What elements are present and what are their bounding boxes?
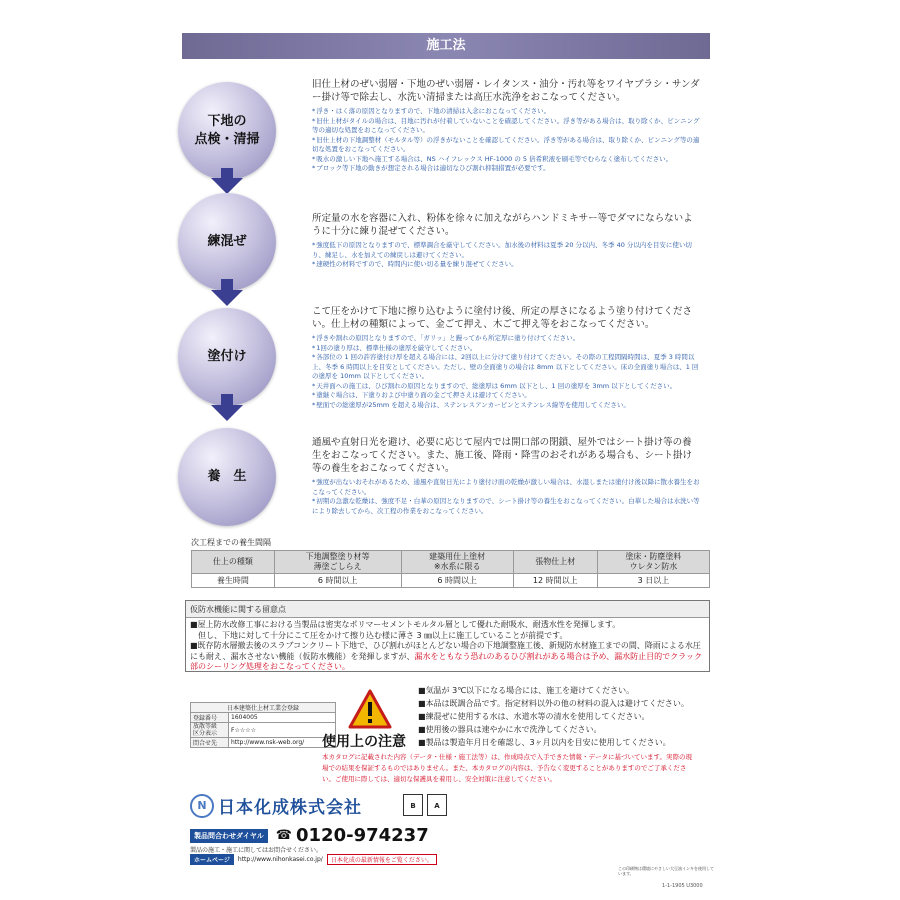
step-label-line2: 点検・清掃 (194, 132, 260, 147)
homepage-note: 日本化成の最新情報をご覧ください。 (327, 854, 437, 865)
section-title: 施工法 (426, 38, 466, 53)
registration-table (190, 702, 336, 748)
step-note: * 浮きや割れの原因となりますので、「ガリッ」と鏝ってから所定厚に塗り付けてください。 (312, 334, 700, 344)
contact-row (190, 825, 429, 846)
table-cell: 問合せ先 (191, 738, 229, 748)
disclaimer: 本カタログに記載された内容（データ・仕様・施工法等）は、作成時点で入手できた情報・データに基づいています。実際の現場での結果を保証するものではありません。また、本カタログの内容は、予告なく変更することがありますのでご了承ください。ご使用に際しては、適切な保護具を着用し、安全対策に注意してください。 (322, 753, 692, 783)
warning-icon (348, 689, 392, 729)
document-code: 1-1-1905 U3000 (662, 883, 703, 889)
table-cell: 1604005 (229, 713, 336, 723)
step-text-mixing (312, 212, 700, 270)
step-notes (312, 107, 700, 174)
step-notes (312, 241, 700, 270)
soy-ink-mark: この印刷物は環境にやさしい大豆油インキを使用しています。 (618, 866, 714, 876)
section-header (182, 33, 710, 59)
company-name: 日本化成株式会社 (218, 798, 362, 818)
list-item: ■ 本品は既調合品です。指定材料以外の他の材料の混入は避けてください。 (418, 697, 689, 710)
step-main-text: 旧仕上材のぜい弱層・下地のぜい弱層・レイタンス・油分・汚れ等をワイヤブラシ・サンダー掛け等で除去し、水洗い清掃または高圧水洗浄をおこなってください。 (312, 79, 700, 103)
step-note: * 1回の塗り厚は、標準仕様の塗厚を厳守してください。 (312, 344, 700, 354)
step-text-cleaning (312, 78, 700, 174)
registration-box (190, 702, 336, 748)
table-cell: http://www.nsk-web.org/ (229, 738, 336, 748)
step-note: * 強度が出ないおそれがあるため、通風や直射日光により塗付け面の乾燥が激しい場合は、水湿しまたは塗付け後以降に散水養生をおこなってください。 (312, 478, 700, 497)
homepage-link[interactable]: http://www.nihonkasei.co.jp/ (237, 856, 323, 863)
table-cell: 登録番号 (191, 713, 229, 723)
table-row (191, 738, 336, 748)
step-notes (312, 334, 700, 410)
phone-number[interactable]: 0120-974237 (296, 825, 429, 846)
table-cell: 12 時間以上 (513, 574, 597, 588)
step-note: * 壁面での総塗厚が25mm を超える場合は、ステンレスアンカーピンとステンレス線等を使用してください。 (312, 401, 700, 411)
table-header-cell: 塗床・防塵塗料 ウレタン防水 (597, 551, 709, 574)
cert-mark-icon: B (403, 794, 423, 816)
note-line: 但し、下地に対して十分にこて圧をかけて擦り込む様に薄さ 3 ㎜以上に施工していることが前提です。 (190, 630, 568, 640)
list-item: ■ 使用後の器具は速やかに水で洗浄してください。 (418, 723, 689, 736)
step-main-text: 所定量の水を容器に入れ、粉体を徐々に加えながらハンドミキサー等でダマにならないように十分に練り混ぜてください。 (312, 213, 693, 237)
waterproof-notes-body (186, 618, 709, 675)
table-header-cell: 張物仕上材 (513, 551, 597, 574)
step-circle-application (178, 308, 276, 406)
step-text-application (312, 305, 700, 410)
cert-mark-icon: A (427, 794, 447, 816)
table-header-cell: 下地調整塗り材等 薄塗ごしらえ (274, 551, 401, 574)
waterproof-notes-box (185, 600, 710, 672)
down-arrow-icon (211, 178, 243, 194)
note-text: ■既存防水層撤去後のスラブコンクリート下地で、ひび割れがほとんどない場合の下地調整施工後、新規防水材施工までの間、降雨による水圧にも耐え、漏水させない機能（仮防水機能）を発揮しますが、 (190, 641, 701, 661)
table-header-row (192, 551, 710, 574)
step-note: * 強度低下の原因となりますので、標準調合を厳守してください。加水後の材料は夏季 20 分以内、冬季 40 分以内を目安に使い切り、練足し、水を加えての練戻しは避けてください。 (312, 241, 700, 260)
registration-caption: 日本建築仕上材工業会登録 (191, 703, 336, 713)
step-note: * ブロック等下地の動きが想定される場合は適切なひび割れ抑制措置が必要です。 (312, 164, 700, 174)
table-cell: F☆☆☆☆ (229, 723, 336, 738)
table-cell: 養生時間 (192, 574, 275, 588)
company-logo: N (190, 794, 214, 818)
step-note: * 旧仕上材の下地調整材（モルタル等）の浮きがないことを確認してください。浮き等がある場合は、取り除くか、ピンニング等の適切な処置をおこなってください。 (312, 136, 700, 155)
step-note: * 各部位の 1 回の許容塗付け厚を超える場合には、2回以上に分けて塗り付けてください。その際の工程間隔時間は、夏季 3 時間以上、冬季 6 時間以上を目安としてください。ただし、壁の全面塗りの場合は 8mm 以下としてください。床の全面塗り場合は、1 回の塗厚を 10mm 以下としてください。 (312, 353, 700, 382)
table-row (192, 574, 710, 588)
step-main-text: 通風や直射日光を避け、必要に応じて屋内では開口部の閉鎖、屋外ではシート掛け等の養生をおこなってください。また、施工後、降雨・降雪のおそれがある場合も、シート掛け等の養生をおこなってください。 (312, 437, 693, 474)
step-note: * 旧仕上材がタイルの場合は、目地に汚れが付着していないことを確認してください。浮き等がある場合は、取り除くか、ピンニング等の適切な処置をおこなってください。 (312, 117, 700, 136)
table-header-cell: 仕上の種類 (192, 551, 275, 574)
note-line: ■屋上防水改修工事における当製品は密実なポリマーセメントモルタル層として優れた耐吸水、耐透水性を発揮します。 (190, 620, 621, 629)
step-label: 養 生 (207, 469, 247, 484)
table-row (191, 713, 336, 723)
down-arrow-icon (211, 290, 243, 306)
note-warning-text: 漏水をともなう恐れのあるひび割れがある場合は予め、漏水防止目的でクラック部のシーリング処理をおこなってください。 (190, 651, 703, 671)
contact-label: 製品問合わせダイヤル (190, 829, 268, 843)
step-label-line1: 下地の (207, 114, 247, 129)
step-note: * 塗継ぐ場合は、下塗りおよび中塗り面の金ごて押さえは避けてください。 (312, 391, 700, 401)
step-note: * 浮き・はく落の原因となりますので、下地の清掃は入念におこなってください。 (312, 107, 700, 117)
table-cell: 6 時間以上 (401, 574, 513, 588)
table-cell: 6 時間以上 (274, 574, 401, 588)
step-note: * 天井面への施工は、ひび割れの原因となりますので、総塗厚は 6mm 以下とし、1 回の塗厚を 3mm 以下としてください。 (312, 382, 700, 392)
step-note: * 吸水の激しい下地へ施工する場合は、NS ハイフレックス HF-1000 の 5 倍希釈液を刷毛等でむらなく塗布してください。 (312, 155, 700, 165)
step-circle-cleaning (178, 82, 276, 180)
usage-caution-label: 使用上の注意 (322, 734, 406, 750)
table-cell: 放散等級 区分表示 (191, 723, 229, 738)
list-item: ■ 製品は製造年月日を確認し、3ヶ月以内を目安に使用してください。 (418, 736, 689, 749)
homepage-label: ホームページ (190, 854, 234, 865)
table-row (191, 723, 336, 738)
interval-caption: 次工程までの養生間隔 (191, 538, 271, 547)
table-cell: 3 日以上 (597, 574, 709, 588)
step-circle-mixing (178, 193, 276, 291)
usage-caution-list (418, 684, 689, 749)
step-label: 塗付け (207, 349, 247, 364)
list-item: ■ 練混ぜに使用する水は、水道水等の清水を使用してください。 (418, 710, 689, 723)
list-item: ■ 気温が 3℃以下になる場合には、施工を避けてください。 (418, 684, 689, 697)
step-note: * 速硬性の材料ですので、時間内に使い切る量を練り混ぜてください。 (312, 260, 700, 270)
step-notes (312, 478, 700, 516)
curing-interval (191, 537, 710, 588)
company-brand (190, 793, 362, 818)
step-note: * 初期の急激な乾燥は、強度不足・白華の原因となりますので、シート掛け等の養生をおこなってください。白華した場合は水洗い等により除去してから、次工程の作業をおこなってください。 (312, 497, 700, 516)
waterproof-notes-title: 仮防水機能に関する留意点 (186, 601, 709, 618)
note-line (190, 641, 705, 673)
interval-table (191, 550, 710, 588)
step-main-text: こて圧をかけて下地に擦り込むように塗付け後、所定の厚さになるよう塗り付けてください。仕上材の種類によって、金ごて押え、木ごて押え等をおこなってください。 (312, 306, 693, 330)
table-header-cell: 建築用仕上塗材 ※水系に限る (401, 551, 513, 574)
step-text-curing (312, 436, 700, 516)
inquiry-note: 製品の施工・施工に関してはお問合せください。 (190, 847, 323, 854)
down-arrow-icon (211, 405, 243, 421)
step-circle-curing (178, 428, 276, 526)
phone-icon: ☎ (275, 828, 292, 843)
certification-marks (403, 794, 447, 816)
homepage-row (190, 854, 437, 865)
step-label: 練混ぜ (207, 234, 247, 249)
